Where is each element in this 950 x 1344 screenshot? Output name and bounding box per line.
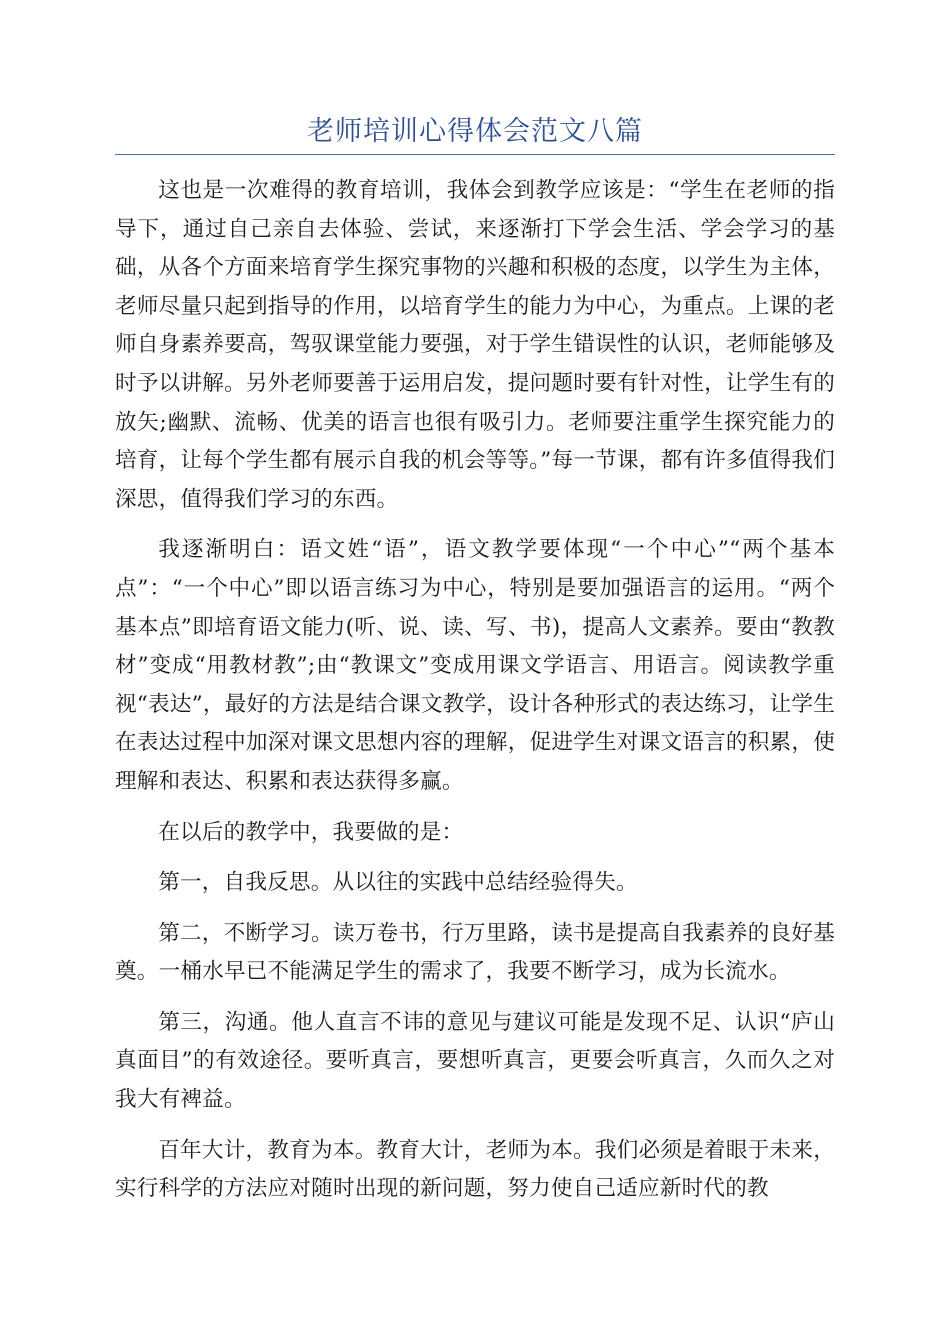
document-body <box>115 172 835 1221</box>
paragraph-3: 在以后的教学中，我要做的是： <box>158 819 464 845</box>
paragraph-6: 第三，沟通。他人直言不讳的意见与建议可能是发现不足、认识“庐山真面目”的有效途径。要听真言，要想听真言，更要会听真言，久而久之对我大有裨益。 <box>115 1009 835 1113</box>
paragraph-1: 这也是一次难得的教育培训，我体会到教学应该是：“学生在老师的指导下，通过自己亲自去体验、尝试，来逐渐打下学会生活、学会学习的基础，从各个方面来培育学生探究事物的兴趣和积极的态度，以学生为主体，老师尽量只起到指导的作用，以培育学生的能力为中心，为重点。上课的老师自身素养要高，驾驭课堂能力要强，对于学生错误性的认识，老师能够及时予以讲解。另外老师要善于运用启发，提问题时要有针对性，让学生有的放矢;幽默、流畅、优美的语言也很有吸引力。老师要注重学生探究能力的培育，让每个学生都有展示自我的机会等等。”每一节课，都有许多值得我们深思，值得我们学习的东西。 <box>115 178 835 512</box>
document-title: 老师培训心得体会范文八篇 <box>307 116 643 147</box>
paragraph-7: 百年大计，教育为本。教育大计，老师为本。我们必须是着眼于未来，实行科学的方法应对随时出现的新问题，努力使自己适应新时代的教 <box>115 1137 835 1202</box>
paragraph-4: 第一，自我反思。从以往的实践中总结经验得失。 <box>158 870 638 896</box>
paragraph-2: 我逐渐明白：语文姓“语”，语文教学要体现“一个中心”“两个基本点”：“一个中心”即以语言练习为中心，特别是要加强语言的运用。“两个基本点”即培育语文能力(听、说、读、写、书)，提高人文素养。要由“教教材”变成“用教材教”;由“教课文”变成用课文学语言、用语言。阅读教学重视“表达”，最好的方法是结合课文教学，设计各种形式的表达练习，让学生在表达过程中加深对课文思想内容的理解，促进学生对课文语言的积累，使理解和表达、积累和表达获得多赢。 <box>115 537 835 794</box>
title-underline <box>115 154 835 155</box>
paragraph-5: 第二，不断学习。读万卷书，行万里路，读书是提高自我素养的良好基奠。一桶水早已不能满足学生的需求了，我要不断学习，成为长流水。 <box>115 920 835 985</box>
